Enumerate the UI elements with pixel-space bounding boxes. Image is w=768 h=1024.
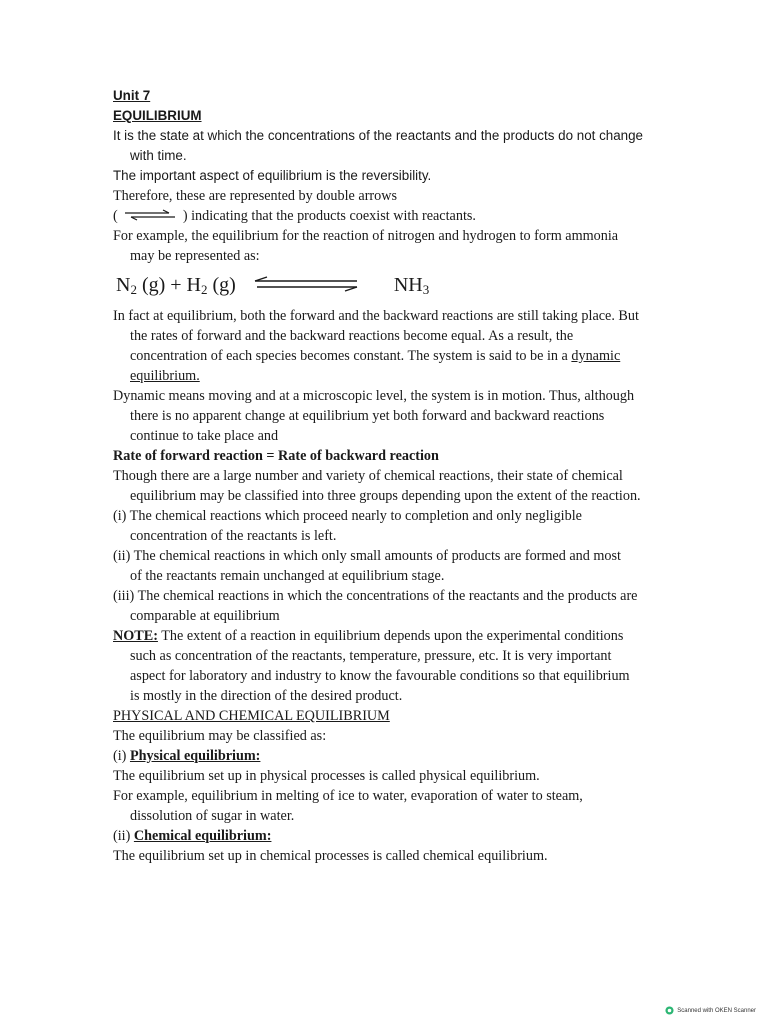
equation-reactant-end: (g)	[207, 274, 236, 296]
physical-title: Physical equilibrium:	[129, 748, 261, 764]
group-iii-line-2: comparable at equilibrium	[130, 608, 280, 624]
scanner-watermark	[665, 1006, 756, 1015]
group-iii-line-1: (iii) The chemical reactions in which the concentrations of the reactants and the products are	[113, 588, 638, 604]
group-i-line-2: concentration of the reactants is left.	[130, 528, 337, 544]
physical-example-line-2: dissolution of sugar in water.	[130, 808, 295, 824]
heading-block	[113, 86, 673, 186]
dynamic-p1-line-3	[113, 346, 673, 366]
physical-definition: The equilibrium set up in physical processes is called physical equilibrium.	[113, 768, 540, 784]
group-ii-line-1: (ii) The chemical reactions in which only small amounts of products are formed and most	[113, 548, 621, 564]
nitrogen-subscript: 2	[130, 282, 137, 297]
note-text: The extent of a reaction in equilibrium depends upon the experimental conditions	[157, 628, 624, 644]
definition-line-1: It is the state at which the concentrations of the reactants and the products do not change	[113, 128, 644, 143]
unit-heading: Unit 7	[113, 88, 151, 103]
chemical-heading	[113, 826, 673, 846]
dynamic-p1-line-1: In fact at equilibrium, both the forward and the backward reactions are still taking place. But	[113, 308, 639, 324]
chemical-title: Chemical equilibrium:	[133, 828, 272, 844]
scanner-text: Scanned with OKEN Scanner	[677, 1007, 756, 1014]
example-line-2: may be represented as:	[130, 248, 260, 264]
note-line-1	[113, 626, 673, 646]
dynamic-term: dynamic	[571, 348, 621, 364]
equilibrium-arrows-icon	[253, 269, 361, 303]
equation-middle: (g) + H	[136, 274, 201, 296]
physical-number: (i)	[113, 748, 130, 764]
topic-heading: EQUILIBRIUM	[113, 108, 202, 123]
ammonia-product	[394, 268, 429, 302]
classification-line-2: equilibrium may be classified into three groups depending upon the extent of the reaction.	[130, 488, 641, 504]
ammonia-equation	[116, 268, 673, 302]
double-arrows-line: Therefore, these are represented by double arrows	[113, 188, 398, 204]
reversibility-line: The important aspect of equilibrium is the reversibility.	[113, 168, 432, 183]
classification-line-1: Though there are a large number and variety of chemical reactions, their state of chemical	[113, 468, 623, 484]
types-intro: The equilibrium may be classified as:	[113, 728, 327, 744]
group-i-line-1: (i) The chemical reactions which proceed nearly to completion and only negligible	[113, 508, 582, 524]
note-label: NOTE:	[113, 628, 158, 644]
body-text	[113, 186, 673, 866]
dynamic-p2-line-1: Dynamic means moving and at a microscopic level, the system is in motion. Thus, although	[113, 388, 635, 404]
types-heading: PHYSICAL AND CHEMICAL EQUILIBRIUM	[113, 708, 390, 724]
chemical-number: (ii)	[113, 828, 134, 844]
example-line-1: For example, the equilibrium for the reaction of nitrogen and hydrogen to form ammonia	[113, 228, 619, 244]
physical-heading	[113, 746, 673, 766]
note-line-4: is mostly in the direction of the desired product.	[130, 688, 403, 704]
rate-equation: Rate of forward reaction = Rate of backward reaction	[113, 448, 439, 464]
physical-example-line-1: For example, equilibrium in melting of ice to water, evaporation of water to steam,	[113, 788, 583, 804]
nitrogen: N	[116, 274, 131, 296]
document-page	[113, 86, 673, 866]
ammonia-subscript: 3	[422, 282, 430, 297]
group-ii-line-2: of the reactants remain unchanged at equilibrium stage.	[130, 568, 445, 584]
dynamic-p1-line-2: the rates of forward and the backward reactions become equal. As a result, the	[130, 328, 574, 344]
open-paren: (	[113, 208, 118, 224]
indicating-text: ) indicating that the products coexist with reactants.	[182, 208, 476, 224]
oken-scanner-logo-icon	[665, 1006, 674, 1015]
dynamic-p1-line-3-text: concentration of each species becomes constant. The system is said to be in a	[130, 348, 572, 364]
dynamic-p1-line-4: equilibrium.	[130, 368, 200, 384]
note-line-3: aspect for laboratory and industry to know the favourable conditions so that equilibrium	[130, 668, 630, 684]
definition-line-2: with time.	[130, 148, 187, 163]
dynamic-p2-line-2: there is no apparent change at equilibrium yet both forward and backward reactions	[130, 408, 605, 424]
small-equilibrium-arrows-icon	[121, 207, 179, 227]
indicating-line	[113, 206, 673, 226]
ammonia-formula: NH	[393, 274, 423, 296]
hydrogen-subscript: 2	[201, 282, 208, 297]
note-line-2: such as concentration of the reactants, temperature, pressure, etc. It is very important	[130, 648, 612, 664]
dynamic-p2-line-3: continue to take place and	[130, 428, 279, 444]
chemical-definition: The equilibrium set up in chemical processes is called chemical equilibrium.	[113, 848, 548, 864]
